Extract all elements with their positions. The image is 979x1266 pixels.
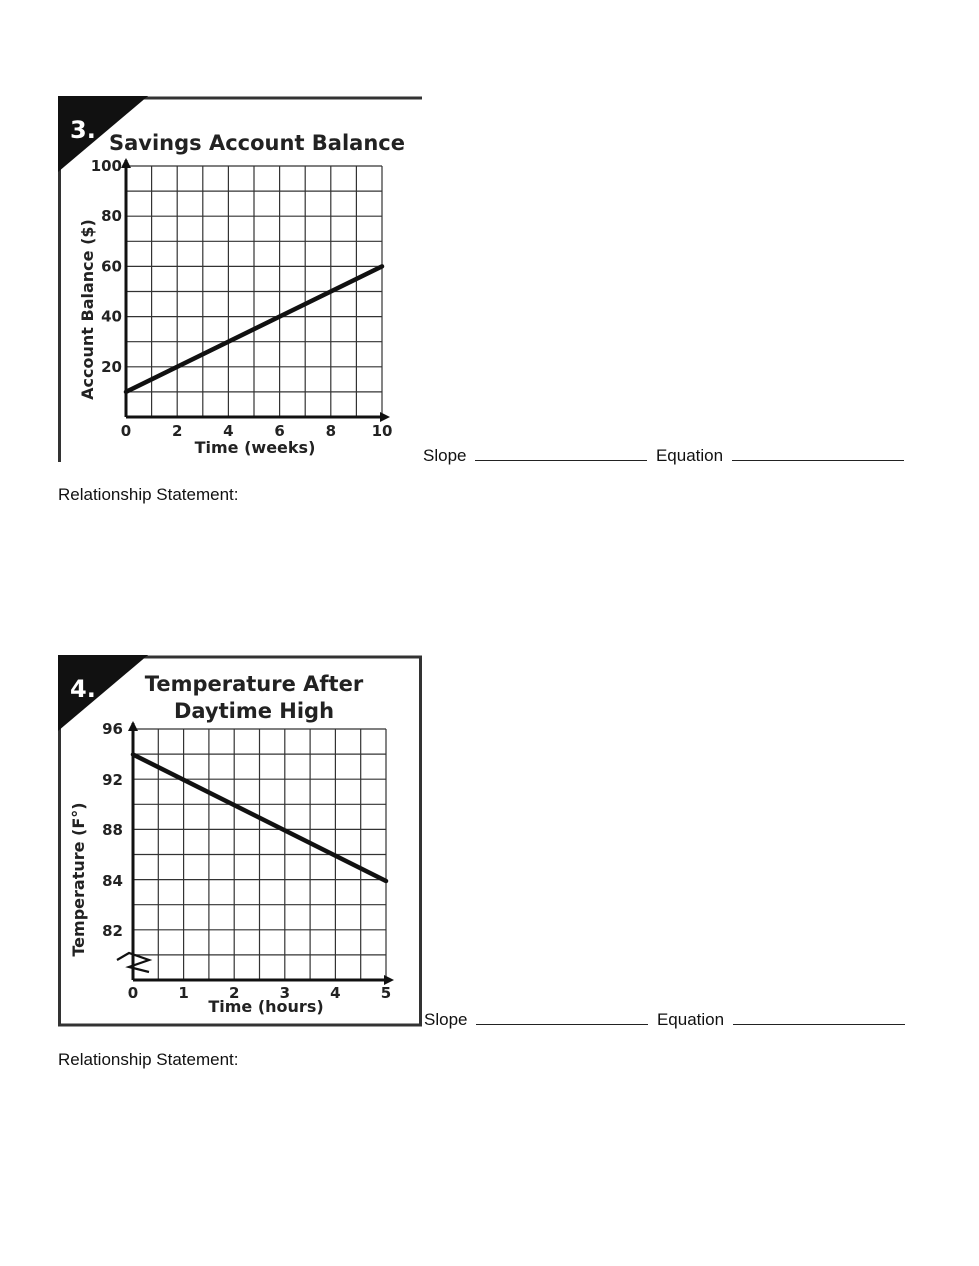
y-tick-label: 92 (102, 771, 123, 789)
y-axis-arrow (128, 721, 138, 731)
y-tick-label: 20 (101, 357, 122, 376)
savings-chart (58, 96, 422, 464)
chart-4-container (58, 655, 424, 1034)
x-tick-label: 0 (127, 984, 139, 1002)
y-axis-label: Temperature (F°) (69, 802, 88, 957)
slope-label: Slope (423, 446, 467, 465)
y-tick-label: 40 (101, 307, 122, 326)
x-tick-label: 3 (279, 984, 291, 1002)
answer-line-4 (424, 1010, 909, 1030)
relationship-statement-label: Relationship Statement: (58, 1050, 239, 1069)
x-axis-label: Time (hours) (208, 997, 324, 1016)
equation-blank[interactable] (732, 446, 904, 461)
x-tick-label: 2 (228, 984, 240, 1002)
problem-number: 3. (70, 116, 96, 144)
problem-4 (0, 620, 979, 1266)
x-tick-label: 10 (371, 422, 393, 440)
x-tick-label: 4 (223, 422, 234, 440)
chart-3-container (58, 96, 422, 469)
equation-label: Equation (655, 446, 724, 465)
x-tick-label: 0 (120, 422, 132, 440)
chart-title-line-2: Daytime High (173, 699, 335, 723)
x-axis-arrow (380, 412, 390, 422)
x-tick-label: 6 (274, 422, 285, 440)
slope-blank[interactable] (476, 1010, 648, 1025)
x-tick-label: 5 (380, 984, 392, 1002)
slope-blank[interactable] (475, 446, 647, 461)
problem-number: 4. (70, 675, 96, 703)
x-axis-label: Time (weeks) (194, 438, 316, 457)
y-tick-label: 60 (101, 257, 122, 276)
y-tick-label: 82 (102, 922, 123, 940)
x-tick-label: 4 (330, 984, 341, 1002)
problem-3 (0, 0, 979, 620)
y-tick-label: 100 (90, 157, 122, 175)
x-tick-label: 8 (325, 422, 337, 440)
equation-label: Equation (656, 1010, 725, 1029)
y-axis-label: Account Balance ($) (78, 219, 97, 400)
answer-line-3 (423, 446, 908, 466)
y-axis-arrow (121, 158, 131, 168)
y-tick-label: 84 (102, 872, 123, 890)
equation-blank[interactable] (733, 1010, 905, 1025)
x-tick-label: 1 (178, 984, 189, 1002)
temperature-chart (58, 655, 424, 1029)
relationship-statement-label: Relationship Statement: (58, 485, 239, 504)
y-tick-label: 96 (102, 720, 123, 738)
chart-title-line-1: Temperature After (144, 672, 364, 696)
y-tick-label: 88 (102, 821, 123, 839)
x-tick-label: 2 (171, 422, 183, 440)
chart-title: Savings Account Balance (109, 131, 405, 155)
slope-label: Slope (424, 1010, 468, 1029)
y-tick-label: 80 (101, 207, 122, 226)
